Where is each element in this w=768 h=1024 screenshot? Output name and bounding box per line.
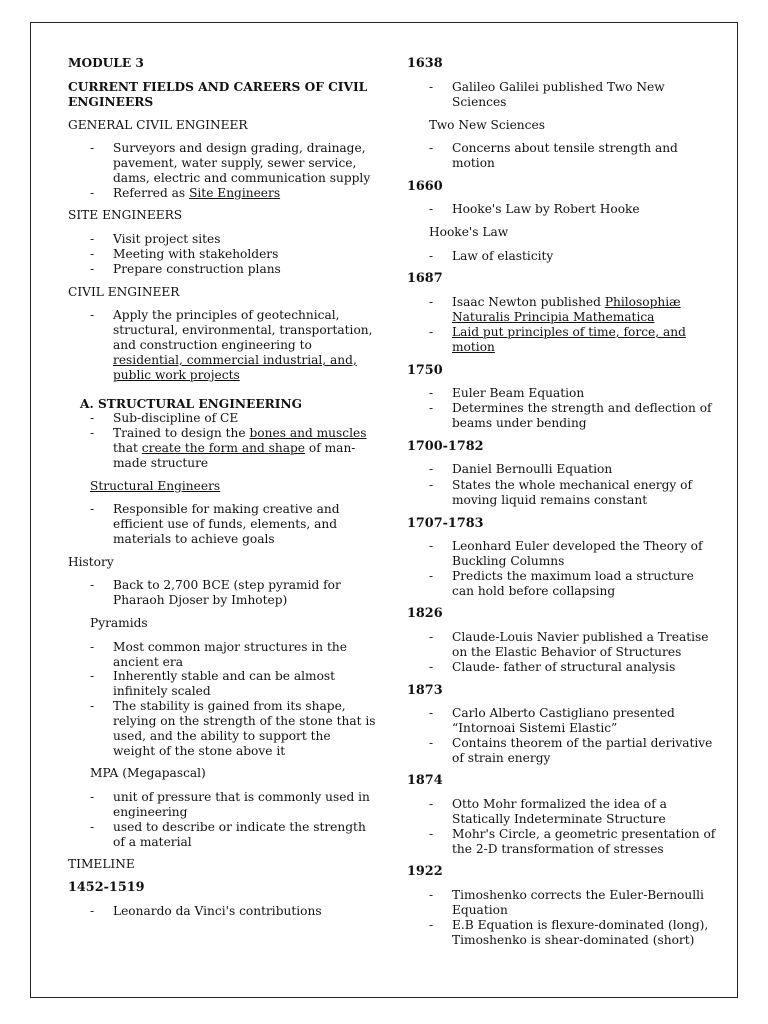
y1874-bullet2-line2: the 2-D transformation of stresses [452,842,664,856]
y1750-bullet2-line2: beams under bending [452,416,587,430]
y1452-bullet1: Leonardo da Vinci's contributions [113,904,322,918]
subheading-mpa: MPA (Megapascal) [90,766,206,780]
site-bullet2: Meeting with stakeholders [113,247,279,261]
year-1687: 1687 [407,271,443,286]
bullet-dash: - [429,706,434,720]
tns-bullet1-line1: Concerns about tensile strength and [452,141,678,155]
subheading-two-new-sciences: Two New Sciences [429,118,545,132]
gce-bullet1-line1: Surveyors and design grading, drainage, [113,141,366,155]
struct-bullet2-l2-post: of man- [305,441,356,455]
struct-bullet2-line1 [113,426,366,441]
gce-bullet1-line3: dams, electric and communication supply [113,171,371,185]
bullet-dash: - [90,904,95,918]
y1750-bullet1: Euler Beam Equation [452,386,585,400]
mpa-bullet2-line2: of a material [113,835,192,849]
y1707-bullet2-line1: Predicts the maximum load a structure [452,569,694,583]
bullet-dash: - [90,186,95,200]
bullet-dash: - [90,411,95,425]
bullet-dash: - [90,640,95,654]
y1874-bullet1-line2: Statically Indeterminate Structure [452,812,666,826]
bones-and-muscles-link: bones and muscles [249,426,367,440]
bullet-dash: - [429,569,434,583]
gce-bullet1-line2: pavement, water supply, sewer service, [113,156,357,170]
ce-bullet1-line2: structural, environmental, transportation, [113,323,373,337]
y1826-bullet1-line2: on the Elastic Behavior of Structures [452,645,682,659]
year-1700-1782: 1700-1782 [407,439,484,454]
heading-general-civil-engineer: GENERAL CIVIL ENGINEER [68,118,248,132]
page-title-line1: CURRENT FIELDS AND CAREERS OF CIVIL [68,80,368,94]
y1687-bullet1-text: Isaac Newton published [452,295,605,309]
se-bullet1-line2: efficient use of funds, elements, and [113,517,338,531]
struct-bullet2-text: Trained to design the [113,426,250,440]
y1660-bullet1: Hooke's Law by Robert Hooke [452,202,640,216]
bullet-dash: - [429,797,434,811]
pyr-bullet3-line4: weight of the stone above it [113,744,286,758]
bullet-dash: - [90,669,95,683]
pyr-bullet3-line2: relying on the strength of the stone that is [113,714,376,728]
y1700-bullet2-line2: moving liquid remains constant [452,493,648,507]
ce-bullet1-line4: residential, commercial industrial, and, [113,353,357,367]
heading-timeline: TIMELINE [68,857,135,871]
bullet-dash: - [90,820,95,834]
pyr-bullet1-line1: Most common major structures in the [113,640,347,654]
bullet-dash: - [90,790,95,804]
subheading-hookes-law: Hooke's Law [429,225,509,239]
principia-link: Philosophiæ [604,295,681,309]
pyr-bullet1-line2: ancient era [113,655,183,669]
bullet-dash: - [90,426,95,440]
y1826-bullet2: Claude- father of structural analysis [452,660,676,674]
year-1873: 1873 [407,683,443,698]
heading-history: History [68,555,114,569]
page-title-line2: ENGINEERS [68,95,154,109]
y1700-bullet2-line1: States the whole mechanical energy of [452,478,693,492]
year-1660: 1660 [407,179,443,194]
ce-bullet1-line3: and construction engineering to [113,338,312,352]
y1922-bullet2-line2: Timoshenko is shear-dominated (short) [452,933,695,947]
bullet-dash: - [429,202,434,216]
site-bullet3: Prepare construction plans [113,262,281,276]
y1873-bullet2-line2: of strain energy [452,751,551,765]
struct-bullet1: Sub-discipline of CE [113,411,239,425]
bullet-dash: - [429,462,434,476]
bullet-dash: - [429,888,434,902]
gce-bullet2-text: Referred as [113,186,190,200]
bullet-dash: - [429,249,434,263]
heading-civil-engineer: CIVIL ENGINEER [68,285,180,299]
y1707-bullet1-line1: Leonhard Euler developed the Theory of [452,539,703,553]
bullet-dash: - [429,736,434,750]
se-bullet1-line1: Responsible for making creative and [113,502,340,516]
y1922-bullet2-line1: E.B Equation is flexure-dominated (long), [452,918,709,932]
y1707-bullet2-line2: can hold before collapsing [452,584,616,598]
year-1638: 1638 [407,56,443,71]
y1873-bullet2-line1: Contains theorem of the partial derivative [452,736,713,750]
bullet-dash: - [90,699,95,713]
year-1452-1519: 1452-1519 [68,880,145,895]
bullet-dash: - [429,827,434,841]
bullet-dash: - [429,325,434,339]
bullet-dash: - [429,660,434,674]
y1687-bullet1-line2: Naturalis Principia Mathematica [452,310,655,324]
ce-bullet1-line1: Apply the principles of geotechnical, [113,308,340,322]
y1638-bullet1-line1: Galileo Galilei published Two New [452,80,665,94]
mpa-bullet2-line1: used to describe or indicate the strength [113,820,366,834]
ce-bullet1-line5: public work projects [113,368,240,382]
y1922-bullet1-line2: Equation [452,903,508,917]
form-and-shape-link: create the form and shape [141,441,306,455]
structural-engineers-subheading: Structural Engineers [90,479,221,493]
bullet-dash: - [90,578,95,592]
bullet-dash: - [429,539,434,553]
bullet-dash: - [90,262,95,276]
mpa-bullet1-line2: engineering [113,805,188,819]
bullet-dash: - [90,502,95,516]
year-1874: 1874 [407,773,443,788]
bullet-dash: - [429,295,434,309]
bullet-dash: - [429,386,434,400]
y1687-bullet1-line1 [452,295,681,310]
heading-structural-engineering: A. STRUCTURAL ENGINEERING [80,397,302,411]
history-bullet1-line2: Pharaoh Djoser by Imhotep) [113,593,288,607]
mpa-bullet1-line1: unit of pressure that is commonly used in [113,790,370,804]
y1922-bullet1-line1: Timoshenko corrects the Euler-Bernoulli [452,888,704,902]
pyr-bullet3-line3: used, and the ability to support the [113,729,331,743]
bullet-dash: - [90,247,95,261]
y1826-bullet1-line1: Claude-Louis Navier published a Treatise [452,630,709,644]
y1873-bullet1-line1: Carlo Alberto Castigliano presented [452,706,675,720]
struct-bullet2-line3: made structure [113,456,209,470]
y1700-bullet1: Daniel Bernoulli Equation [452,462,613,476]
year-1707-1783: 1707-1783 [407,516,484,531]
bullet-dash: - [90,232,95,246]
bullet-dash: - [429,401,434,415]
module-label: MODULE 3 [68,56,144,70]
gce-bullet2 [113,186,280,201]
struct-bullet2-line2 [113,441,355,456]
y1687-bullet2-line1: Laid put principles of time, force, and [452,325,686,339]
y1638-bullet1-line2: Sciences [452,95,507,109]
bullet-dash: - [429,141,434,155]
y1874-bullet2-line1: Mohr's Circle, a geometric presentation of [452,827,716,841]
bullet-dash: - [90,141,95,155]
y1873-bullet1-line2: “Intornoai Sistemi Elastic” [452,721,618,735]
history-bullet1-line1: Back to 2,700 BCE (step pyramid for [113,578,341,592]
pyr-bullet2-line2: infinitely scaled [113,684,211,698]
site-engineers-link: Site Engineers [189,186,281,200]
bullet-dash: - [429,918,434,932]
year-1750: 1750 [407,363,443,378]
bullet-dash: - [429,80,434,94]
struct-bullet2-l2-pre: that [113,441,142,455]
y1707-bullet1-line2: Buckling Columns [452,554,565,568]
year-1922: 1922 [407,864,443,879]
bullet-dash: - [429,478,434,492]
hooke-bullet1: Law of elasticity [452,249,554,263]
bullet-dash: - [429,630,434,644]
tns-bullet1-line2: motion [452,156,495,170]
y1750-bullet2-line1: Determines the strength and deflection of [452,401,712,415]
bullet-dash: - [90,308,95,322]
pyr-bullet2-line1: Inherently stable and can be almost [113,669,336,683]
subheading-pyramids: Pyramids [90,616,148,630]
y1874-bullet1-line1: Otto Mohr formalized the idea of a [452,797,667,811]
pyr-bullet3-line1: The stability is gained from its shape, [113,699,346,713]
heading-site-engineers: SITE ENGINEERS [68,208,183,222]
y1687-bullet2-line2: motion [452,340,495,354]
se-bullet1-line3: materials to achieve goals [113,532,275,546]
year-1826: 1826 [407,606,443,621]
site-bullet1: Visit project sites [113,232,221,246]
